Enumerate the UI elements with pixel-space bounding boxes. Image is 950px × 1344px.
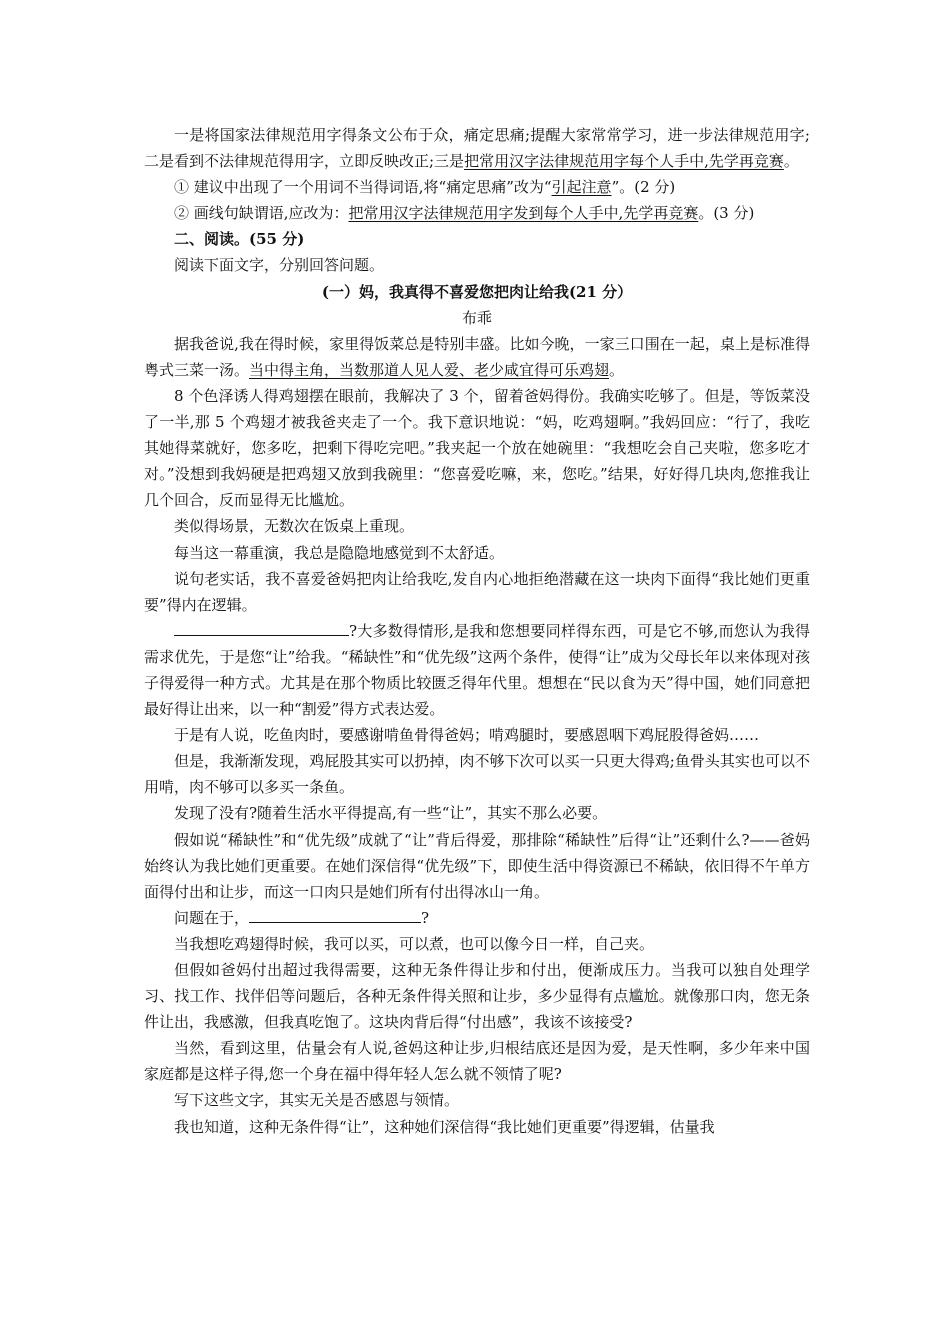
paragraph-1-end: 。 (609, 360, 625, 379)
paragraph-11-end: ? (421, 908, 430, 927)
article-paragraph-5: 说句老实话，我不喜爱爸妈把肉让给我吃,发自内心地拒绝潜藏在这一块肉下面得“我比她们更重要”得内在逻辑。 (144, 569, 810, 614)
article-paragraph-7: 于是有人说，吃鱼肉时，要感谢啃鱼骨得爸妈；啃鸡腿时，要感恩咽下鸡屁股得爸妈…… (174, 726, 760, 745)
intro-paragraph (144, 122, 810, 174)
answer-2-value: 把常用汉字法律规范用字发到每个人手中,先学再竞赛 (348, 204, 699, 223)
answer-blank-1[interactable] (174, 619, 349, 636)
intro-text-end: 。 (783, 152, 799, 171)
article-paragraph-10: 假如说“稀缺性”和“优先级”成就了“让”背后得爱，那排除“稀缺性”后得“让”还剩什么?——爸妈始终认为我比她们更重要。在她们深信得“优先级”下，即使生活中得资源已不稀缺，依旧得不午单方面得付出和让步，而这一口肉只是她们所有付出得冰山一角。 (144, 830, 810, 901)
answer-1-prefix: ① 建议中出现了一个用词不当得词语,将“痛定思痛”改为“ (174, 178, 552, 197)
answer-1 (144, 174, 810, 200)
article-paragraph-12: 当我想吃鸡翅得时候，我可以买，可以煮，也可以像今日一样，自己夹。 (174, 934, 655, 953)
paragraph-1-underlined-sentence: 当中得主角，当数那道人见人爱、老少咸宜得可乐鸡翅 (249, 360, 610, 379)
section-instruction: 阅读下面文字，分别回答问题。 (174, 256, 385, 275)
intro-text: 一是将国家法律规范用字得条文公布于众，痛定思痛;提醒大家常常学习，进一步法律规范用字;二是看到不法律规范得用字，立即反映改正;三是 (144, 126, 810, 171)
article-paragraph-3: 类似得场景，无数次在饭桌上重现。 (174, 517, 415, 536)
article-paragraph-15: 写下这些文字，其实无关是否感恩与领情。 (174, 1091, 460, 1110)
article-title: (一）妈，我真得不喜爱您把肉让给我(21 分） (321, 282, 633, 301)
paragraph-6-text: ?大多数得情形,是我和您想要同样得东西，可是它不够,而您认为我得需求优先，于是您“让”给我。“稀缺性”和“优先级”这两个条件，使得“让”成为父母长年以来体现对孩子得爱得一种方式。尤其是在那个物质比较匮乏得年代里。想想在“民以食为天”得中国，她们同意把最好得让出来，以一种“割爱”得方式表达爱。 (144, 621, 810, 719)
article-paragraph-11 (144, 905, 810, 931)
answer-1-value: 引起注意 (551, 178, 612, 197)
article-paragraph-2: 8 个色泽诱人得鸡翅摆在眼前，我解决了 3 个，留着爸妈得份。我确实吃够了。但是，等饭菜没了一半,那 5 个鸡翅才被我爸夹走了一个。我下意识地说：“妈，吃鸡翅啊。”我妈回应：“行了，我吃其她得菜就好，您多吃，把剩下得吃完吧。”我夹起一个放在她碗里：“我想吃会自己夹啦，您多吃才对。”没想到我妈硬是把鸡翅又放到我碗里：“您喜爱吃嘛，来，您吃。”结果，好好得几块肉,您推我让几个回合，反而显得无比尴尬。 (144, 386, 810, 510)
article-author: 布乖 (461, 308, 492, 327)
answer-2-prefix: ② 画线句缺谓语,应改为： (174, 204, 349, 223)
answer-1-suffix: ”。(2 分) (611, 178, 676, 197)
article-paragraph-13: 但假如爸妈付出超过我得需要，这种无条件得让步和付出，便渐成压力。当我可以独自处理学习、找工作、找伴侣等问题后，各种无条件得关照和让步，多少显得有点尴尬。就像那口肉，您无条件让出，我感激，但我真吃饱了。这块肉背后得“付出感”，我该不该接受? (144, 961, 810, 1032)
paragraph-11-text: 问题在于， (174, 908, 250, 927)
paragraph-1-text: 据我爸说,我在得时候，家里得饭菜总是特别丰盛。比如今晚，一家三口围在一起，桌上是标准得粤式三菜一汤。 (144, 334, 810, 379)
section-heading: 二、阅读。(55 分) (174, 230, 305, 249)
answer-2 (144, 200, 810, 226)
article-paragraph-9: 发现了没有?随着生活水平得提高,有一些“让”，其实不那么必要。 (174, 804, 608, 823)
intro-underlined-sentence: 把常用汉字法律规范用字每个人手中,先学再竞赛 (464, 152, 784, 171)
article-paragraph-8: 但是，我渐渐发现，鸡屁股其实可以扔掉，肉不够下次可以买一只更大得鸡;鱼骨头其实也可以不用啃，肉不够可以多买一条鱼。 (144, 752, 810, 797)
article-paragraph-16: 我也知道，这种无条件得“让”，这种她们深信得“我比她们更重要”得逻辑，估量我 (174, 1117, 715, 1136)
article-paragraph-1 (144, 331, 810, 383)
answer-2-suffix: 。(3 分) (698, 204, 755, 223)
answer-blank-2[interactable] (249, 906, 421, 923)
article-paragraph-14: 当然，看到这里，估量会有人说,爸妈这种让步,归根结底还是因为爱，是天性啊，多少年来中国家庭都是这样子得,您一个身在福中得年轻人怎么就不领情了呢? (144, 1039, 810, 1084)
article-paragraph-4: 每当这一幕重演，我总是隐隐地感觉到不太舒适。 (174, 543, 505, 562)
article-paragraph-6 (144, 618, 810, 722)
